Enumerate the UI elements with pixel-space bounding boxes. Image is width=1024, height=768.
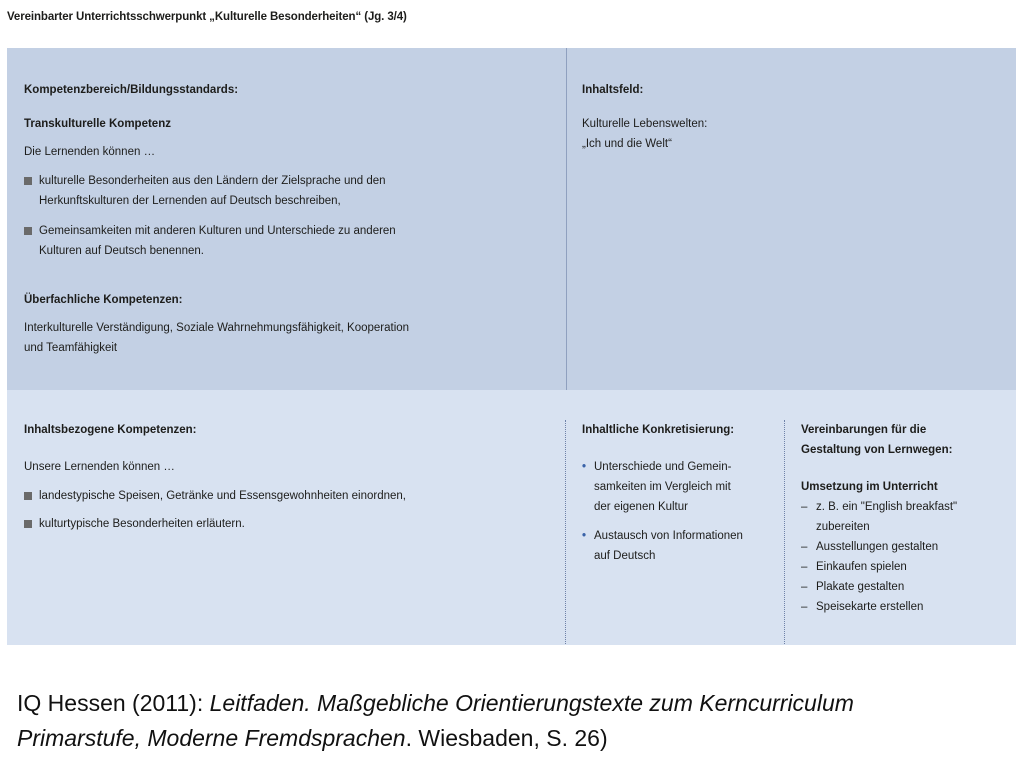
concretization-bullet: • Unterschiede und Gemein- samkeiten im Vergleich mit der eigenen Kultur — [581, 457, 731, 517]
competence-item: kulturelle Besonderheiten aus den Ländern der Zielsprache und den Herkunftskulturen der Lernenden auf Deutsch beschreiben, — [24, 171, 386, 211]
dotted-divider-right — [784, 420, 785, 644]
citation-title: Leitfaden. Maßgebliche Orientierungstexte zum Kerncurriculum — [209, 690, 854, 716]
implementation-item: – Speisekarte erstellen — [801, 597, 923, 617]
competence-item: Gemeinsamkeiten mit anderen Kulturen und Unterschiede zu anderen Kulturen auf Deutsch benennen. — [24, 221, 396, 261]
dash-bullet-icon: – — [801, 541, 808, 553]
concretization-bullet: • Austausch von Informationen auf Deutsch — [581, 526, 743, 566]
dash-bullet-icon: – — [801, 561, 808, 573]
transcultural-heading: Transkulturelle Kompetenz — [24, 118, 171, 130]
implementation-heading: Umsetzung im Unterricht — [801, 481, 938, 493]
round-bullet-icon: • — [582, 461, 587, 473]
learning-path-heading: Vereinbarungen für die — [801, 424, 927, 436]
cross-curricular-line: und Teamfähigkeit — [24, 342, 118, 354]
column-divider — [566, 48, 567, 390]
dash-bullet-icon: – — [801, 501, 808, 513]
content-competence-item: landestypische Speisen, Getränke und Essensgewohnheiten einordnen, — [24, 486, 406, 506]
citation-title: Primarstufe, Moderne Fremdsprachen — [17, 725, 406, 751]
square-bullet-icon — [24, 492, 32, 500]
content-field-line: „Ich und die Welt“ — [582, 138, 672, 150]
implementation-item: – z. B. ein "English breakfast" zubereiten — [801, 497, 957, 537]
our-learners-intro: Unsere Lernenden können … — [24, 461, 175, 473]
content-competence-item: kulturtypische Besonderheiten erläutern. — [24, 514, 245, 534]
content-field-line: Kulturelle Lebenswelten: — [582, 118, 708, 130]
implementation-item: – Ausstellungen gestalten — [801, 537, 938, 557]
implementation-item: – Einkaufen spielen — [801, 557, 907, 577]
competence-heading: Kompetenzbereich/Bildungsstandards: — [24, 84, 239, 96]
citation-suffix: . Wiesbaden, S. 26) — [405, 725, 608, 751]
document-title: Vereinbarter Unterrichtsschwerpunkt „Kulturelle Besonderheiten“ (Jg. 3/4) — [7, 11, 407, 23]
source-citation — [17, 686, 1017, 756]
dotted-divider-left — [565, 420, 566, 644]
dash-bullet-icon: – — [801, 581, 808, 593]
content-field-heading: Inhaltsfeld: — [582, 84, 644, 96]
square-bullet-icon — [24, 227, 32, 235]
content-competence-heading: Inhaltsbezogene Kompetenzen: — [24, 424, 197, 436]
square-bullet-icon — [24, 520, 32, 528]
learning-path-heading: Gestaltung von Lernwegen: — [801, 444, 953, 456]
implementation-item: – Plakate gestalten — [801, 577, 904, 597]
square-bullet-icon — [24, 177, 32, 185]
cross-curricular-line: Interkulturelle Verständigung, Soziale Wahrnehmungsfähigkeit, Kooperation — [24, 322, 410, 334]
dash-bullet-icon: – — [801, 601, 808, 613]
concretization-heading: Inhaltliche Konkretisierung: — [582, 424, 735, 436]
citation-prefix: IQ Hessen (2011): — [17, 690, 210, 716]
learners-intro: Die Lernenden können … — [24, 146, 156, 158]
cross-curricular-heading: Überfachliche Kompetenzen: — [24, 294, 183, 306]
round-bullet-icon: • — [582, 530, 587, 542]
